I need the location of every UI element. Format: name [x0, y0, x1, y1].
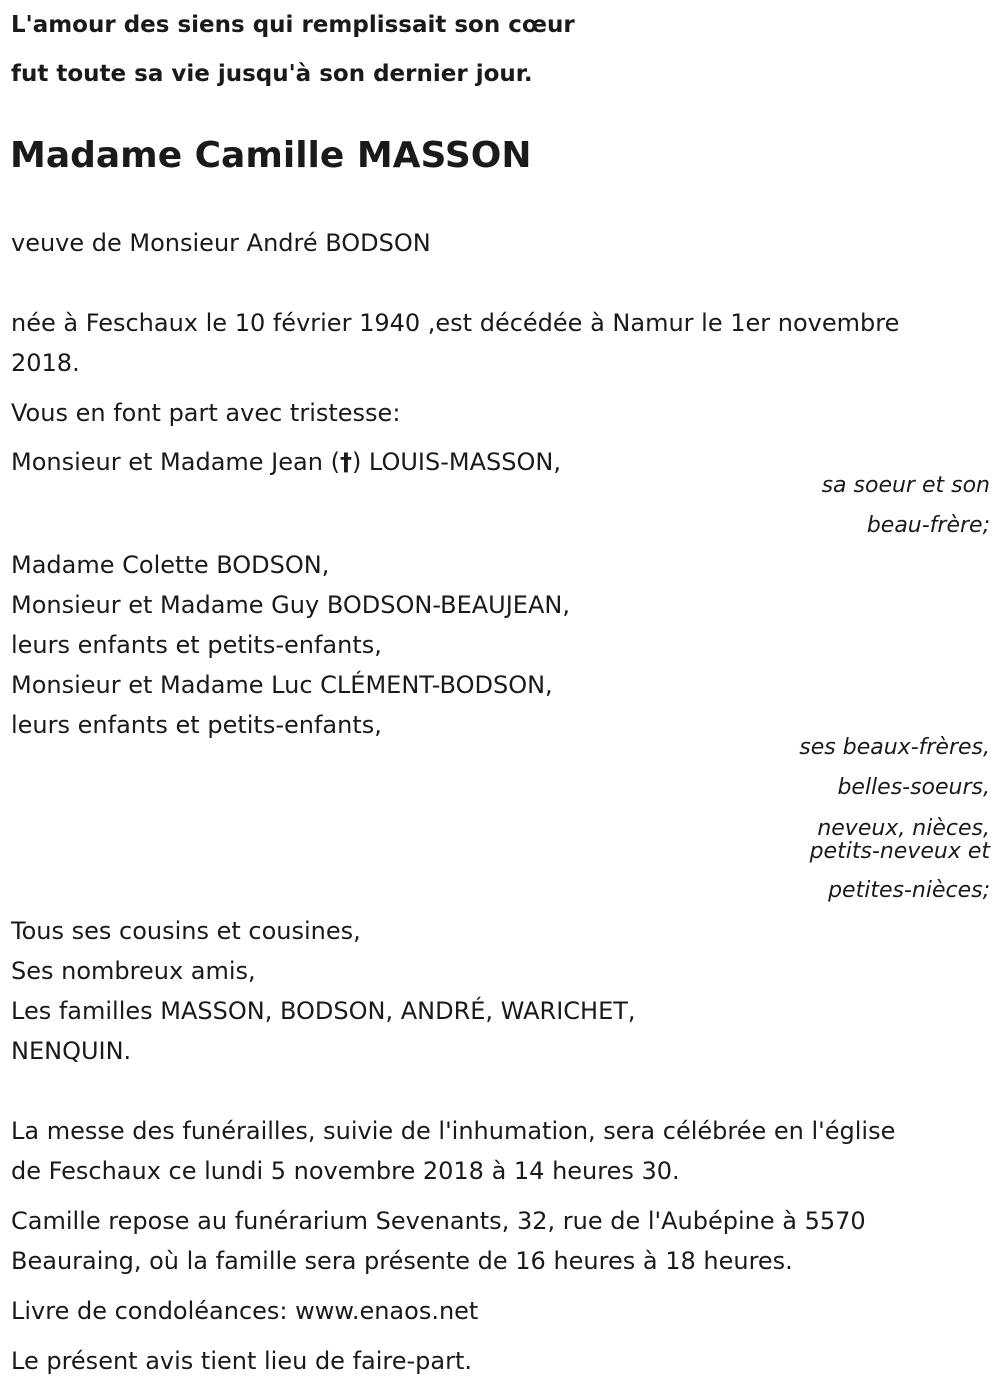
- sister-relation-line-1: sa soeur et son: [821, 473, 990, 498]
- family-name-line: Monsieur et Madame Guy BODSON-BEAUJEAN,: [11, 591, 570, 619]
- sister-relation-line-2: beau-frère;: [866, 513, 990, 538]
- family-name-line: Madame Colette BODSON,: [11, 551, 330, 579]
- inlaws-relation-line: petits-neveux et: [809, 839, 990, 864]
- inlaws-relation-line: petites-nièces;: [828, 878, 990, 903]
- sister-prefix: Monsieur et Madame Jean (: [11, 448, 340, 476]
- other-family-line: Tous ses cousins et cousines,: [11, 917, 361, 945]
- cross-icon: †: [339, 448, 352, 476]
- family-name-line: leurs enfants et petits-enfants,: [11, 711, 382, 739]
- notice-line: Le présent avis tient lieu de faire-part.: [11, 1347, 473, 1375]
- ceremony-line-2: de Feschaux ce lundi 5 novembre 2018 à 14 heures 30.: [11, 1157, 680, 1185]
- sister-suffix: ) LOUIS-MASSON,: [351, 448, 561, 476]
- epigraph-line-2: fut toute sa vie jusqu'à son dernier jour.: [11, 61, 533, 87]
- inlaws-relation-line: belles-soeurs,: [837, 775, 990, 800]
- other-family-line: NENQUIN.: [11, 1037, 132, 1065]
- ceremony-line-1: La messe des funérailles, suivie de l'inhumation, sera célébrée en l'église: [11, 1117, 896, 1145]
- epigraph-line-1: L'amour des siens qui remplissait son cœur: [11, 12, 575, 38]
- repose-line-2: Beauraing, où la famille sera présente de 16 heures à 18 heures.: [11, 1247, 793, 1275]
- deceased-name: Madame Camille MASSON: [10, 135, 532, 176]
- condolences-line: Livre de condoléances: www.enaos.net: [11, 1297, 479, 1325]
- other-family-line: Les familles MASSON, BODSON, ANDRÉ, WARICHET,: [11, 997, 636, 1025]
- sister-line: [11, 447, 561, 477]
- inlaws-relation-line: ses beaux-frères,: [799, 735, 990, 760]
- inlaws-relation-line: neveux, nièces,: [817, 816, 990, 841]
- birth-death-line-1: née à Feschaux le 10 février 1940 ,est décédée à Namur le 1er novembre: [11, 309, 900, 337]
- spouse-line: veuve de Monsieur André BODSON: [11, 229, 431, 257]
- other-family-line: Ses nombreux amis,: [11, 957, 256, 985]
- family-name-line: leurs enfants et petits-enfants,: [11, 631, 382, 659]
- repose-line-1: Camille repose au funérarium Sevenants, 32, rue de l'Aubépine à 5570: [11, 1207, 866, 1235]
- family-name-line: Monsieur et Madame Luc CLÉMENT-BODSON,: [11, 671, 553, 699]
- announcement: Vous en font part avec tristesse:: [11, 399, 401, 427]
- birth-death-line-2: 2018.: [11, 349, 80, 377]
